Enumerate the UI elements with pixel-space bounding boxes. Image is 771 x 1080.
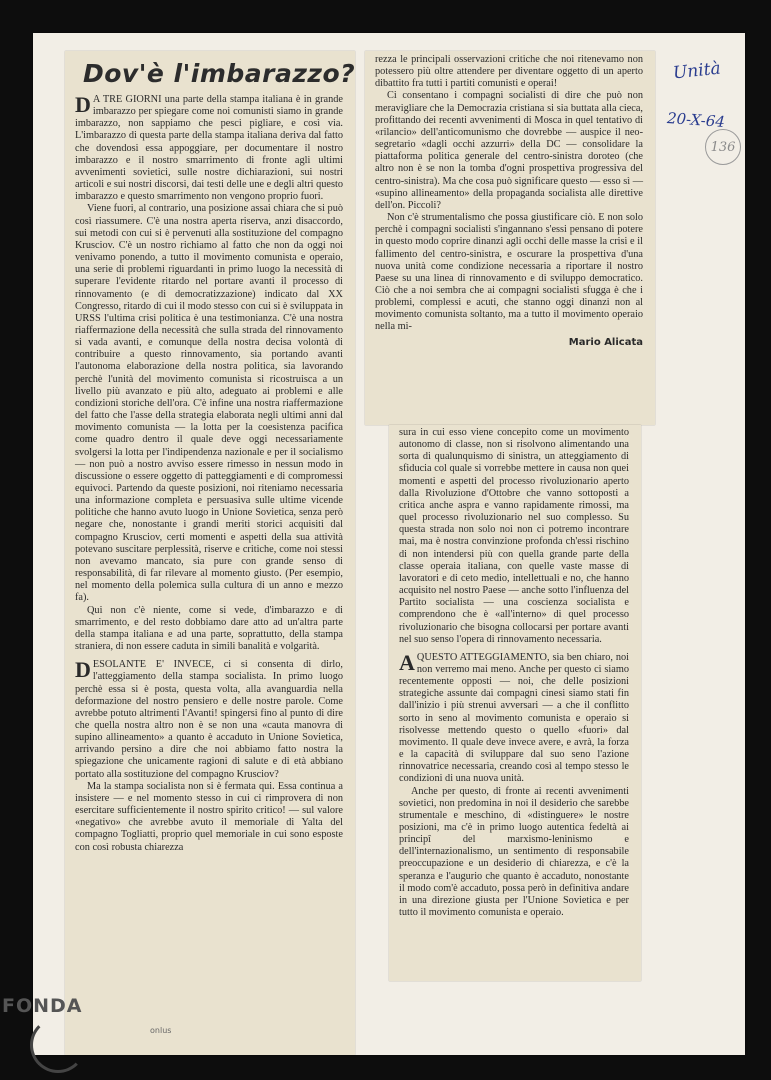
article-paragraph xyxy=(75,94,343,203)
paragraph-text: Qui non c'è niente, come si vede, d'imbarazzo e di smarrimento, e del resto dobbiamo dare atto ad un'altra parte della stampa italiana e ad una parte, soprattutto, della stampa straniera, di non essere caduta in simili banalità e volgarità. xyxy=(75,604,343,653)
signature-wrap xyxy=(365,337,655,349)
archive-sheet xyxy=(33,33,745,1055)
article-column-2 xyxy=(365,51,655,334)
article-column-1 xyxy=(65,94,355,854)
article-paragraph xyxy=(75,781,343,854)
article-headline: Dov'è l'imbarazzo? xyxy=(83,59,355,88)
lead-in-caps: QUESTO ATTEGGIAMENTO, xyxy=(416,651,550,663)
article-paragraph xyxy=(75,203,343,604)
article-paragraph xyxy=(399,427,629,646)
article-paragraph xyxy=(75,659,343,781)
paragraph-text: una parte della stampa italiana è in grande imbarazzo per spiegare come noi comunisti siamo in grande imbarazzo, non sappiamo che pesci pigliare, e così via. L'imbarazzo di questa parte della stampa italiana deriva dal fatto che dovendosi essa appoggiare, per documentare il nostro imbarazzo e il nostro smarrimento di fronte agli ultimi avvenimenti sovietici, sulle nostre dichiarazioni, sui nostri articoli e sui nostri discorsi, dai testi delle une e degli altri questo imbarazzo e questo smarrimento non vengono proprio fuori. xyxy=(75,94,343,203)
archive-stamp-number: 136 xyxy=(705,129,741,165)
clipping-right-top xyxy=(365,51,655,425)
author-signature: Mario Alicata xyxy=(568,336,643,348)
foundation-watermark xyxy=(2,995,172,1035)
paragraph-text: Ma la stampa socialista non si è fermata qui. Essa continua a insistere — e nel momento stesso in cui ci rimprovera di non esercitare sufficientemente il nostro spirito critico! — sul valore «negativo» che avrebbe avuto il memoriale di Yalta del compagno Togliatti, proprio quel memoriale in cui sono esposte con così robusta chiarezza xyxy=(75,780,343,853)
paragraph-text: Non c'è strumentalismo che possa giustificare ciò. E non solo perchè i compagni socialisti s'ingannano s'essi pensano di potere in questo modo coprire dinanzi agli occhi delle masse la crisi e il fallimento del centro-sinistra, e oscurare la prospettiva d'una nuova unità come condizione necessaria a riportare il nostro Paese su una linea di rinnovamento e di sviluppo democratico. Ciò che a noi sembra che ai compagni socialisti sfugga è che i problemi, complessi e acuti, che stanno oggi dinanzi non al movimento comunista soltanto, ma a tutto il movimento operaio nella mi- xyxy=(375,212,643,333)
paragraph-text: Viene fuori, al contrario, una posizione assai chiara che si può così riassumere. C'è una nostra aperta riserva, anzi disaccordo, sui metodi con cui si è pervenuti alla sostituzione del compagno Krusciov. C'è un nostro richiamo al fatto che non da oggi noi venivamo ponendo, a tutto il movimento comunista e operaio, una serie di problemi riguardanti in primo luogo la necessità di superare l'evidente ritardo nel portare avanti il processo di rinnovamento (e di democratizzazione) indicato dal XX Congresso, ritardo di cui il modo stesso con cui si è sviluppata in URSS l'ultima crisi politica è una testimonianza. C'è una nostra riaffermazione della necessità che sulla strada del rinnovamento si vada avanti, e comunque della nostra decisa volontà di contribuire a questo rinnovamento, sia portando avanti l'autonoma elaborazione della nostra politica, sia lavorando perchè l'unità del movimento comunista si ricostruisca a un livello più avanzato e più alto, adeguato ai problemi e alle condizioni storiche dell'ora. C'è infine una nostra riaffermazione del fatto che l'asse della strategia elaborata negli ultimi anni dal movimento comunista — la lotta per la coesistenza pacifica come quadro dentro il quale deve oggi necessariamente svolgersi la lotta per l'indipendenza nazionale e per il socialismo — non può a nostro avviso essere rimesso in nessun modo in discussione o essere oggetto di patteggiamenti e di compromessi equivoci. Partendo da queste posizioni, noi riteniamo necessaria una informazione completa e persuasiva sulle ultime vicende politiche che hanno avuto luogo in Unione Sovietica, senza però negare che, nonostante i grandi meriti storici acquisiti dal compagno Krusciov, certi momenti e aspetti della sua attività potevano suscitare perplessità, riserve e critiche, come noi stessi non avevamo mancato, sia pure con grande senso di responsabilità, di far rilevare al momento giusto. (Per esempio, nel momento della polemica sulla cultura di un anno e mezzo fa). xyxy=(75,203,343,604)
paragraph-text: sura in cui esso viene concepito come un movimento autonomo di classe, non si risolvono alimentando una sorta di qualunquismo di sinistra, un atteggiamento di sfiducia col quale si vorrebbe mettere in causa non quei momenti e aspetti del processo rivoluzionario aperto dalla Rivoluzione d'Ottobre che vanno sottoposti a critica anche aspra e vanno rapidamente rimossi, ma quel processo rivoluzionario nel suo complesso. Su questa strada non solo noi non ci potremo incontrare mai, ma è nostra convinzione profonda ch'essi rischino di non intendersi più con quella grande parte della classe operaia italiana, con quelle vaste masse di lavoratori e di ceto medio, intellettuali e no, che hanno acquisito nel nostro Paese — anche sotto l'influenza del Partito socialista — una coscienza socialista e comprendono che è «all'interno» di quel processo rivoluzionario che bisogna collocarsi per portare avanti nel suo senso l'opera di rinnovamento necessaria. xyxy=(399,427,629,645)
article-paragraph xyxy=(399,786,629,920)
lead-in-caps: A TRE GIORNI xyxy=(92,94,162,105)
drop-cap: A xyxy=(399,649,415,675)
handwritten-date: 20-X-64 xyxy=(666,109,726,131)
lead-in-caps: ESOLANTE E' INVECE, xyxy=(92,659,215,671)
watermark-arc-icon xyxy=(30,1017,86,1073)
clipping-left-column xyxy=(65,51,355,1055)
paragraph-text: ci si consenta di dirlo, l'atteggiamento della stampa socialista. In primo luogo perchè essa si è posta, questa volta, alla avanguardia nella deformazione del nostro pensiero e delle nostre parole. Come avrebbe potuto altrimenti l'Avanti! spingersi fino al punto di dire che quella nostra altro non è se non una «cauta manovra di supino allineamento» a quanto è accaduto in Unione Sovietica, arrivando persino a dire che noi abbiamo fatto nostra la spiegazione che unicamente ragioni di salute e di età abbiano portato alla sostituzione del compagno Krusciov? xyxy=(75,659,343,780)
article-column-3 xyxy=(389,425,641,919)
article-paragraph xyxy=(375,212,643,334)
paragraph-text: Anche per questo, di fronte ai recenti avvenimenti sovietici, non predomina in noi il desiderio che sarebbe strumentale e meschino, di «distinguere» le nostre posizioni, ma c'è in primo luogo autentica fedeltà ai principî del marxismo-leninismo e dell'internazionalismo, un sentimento di responsabile preoccupazione e un desiderio di chiarezza, e c'è la speranza e l'augurio che quanto è accaduto, nonostante il modo com'è accaduto, possa però in definitiva andare in una direzione giusta per l'Unione Sovietica e per tutto il movimento comunista e operaio. xyxy=(399,785,629,919)
watermark-subtext: onlus xyxy=(150,1026,172,1035)
paragraph-text: rezza le principali osservazioni critiche che noi ritenevamo non potessero più oltre attendere per diventare oggetto di un aperto dibattito fra tutti i partiti comunisti e operai! xyxy=(375,54,643,90)
article-paragraph xyxy=(375,54,643,90)
drop-cap: D xyxy=(75,92,91,117)
watermark-logo-text: FONDA xyxy=(2,995,83,1017)
article-paragraph xyxy=(375,90,643,212)
drop-cap: D xyxy=(75,657,91,683)
clipping-right-bottom xyxy=(389,425,641,981)
article-paragraph xyxy=(399,649,629,786)
handwritten-newspaper-name: Unità xyxy=(672,58,722,84)
paragraph-text: sia ben chiaro, noi non verremo mai meno. Anche per questo ci siamo recentemente opposti — noi, che delle posizioni strategiche assunte dai compagni cinesi siamo stati fin dall'inizio i più strenui avversari — a che il conflitto sorto in seno al movimento comunista e operaio si risolvesse mettendo questo o quello «fuori» dal movimento. Il quale deve invece avere, e avrà, la forza e la capacità di sviluppare dal suo seno l'azione rinnovatrice necessaria, creando così al tempo stesso le condizioni di una nuova unità. xyxy=(399,651,629,785)
article-paragraph xyxy=(75,605,343,654)
paragraph-text: Ci consentano i compagni socialisti di dire che può non meravigliare che la Democrazia cristiana si sia buttata alla cieca, profittando dei recenti avvenimenti di Mosca in quel tentativo di «rilancio» dell'anticomunismo che dovrebbe — auspice il neo-segretario «dagli occhi azzurri» della DC — consolidare la piattaforma politica generale del centro-sinistra doroteo (che altro non è se non la tomba d'ogni prospettiva progressiva del centro-sinistra). Ma che cosa può significare questo — esso sì — «supino allineamento» della propaganda socialista alle direttive dell'on. Piccoli? xyxy=(375,90,643,211)
